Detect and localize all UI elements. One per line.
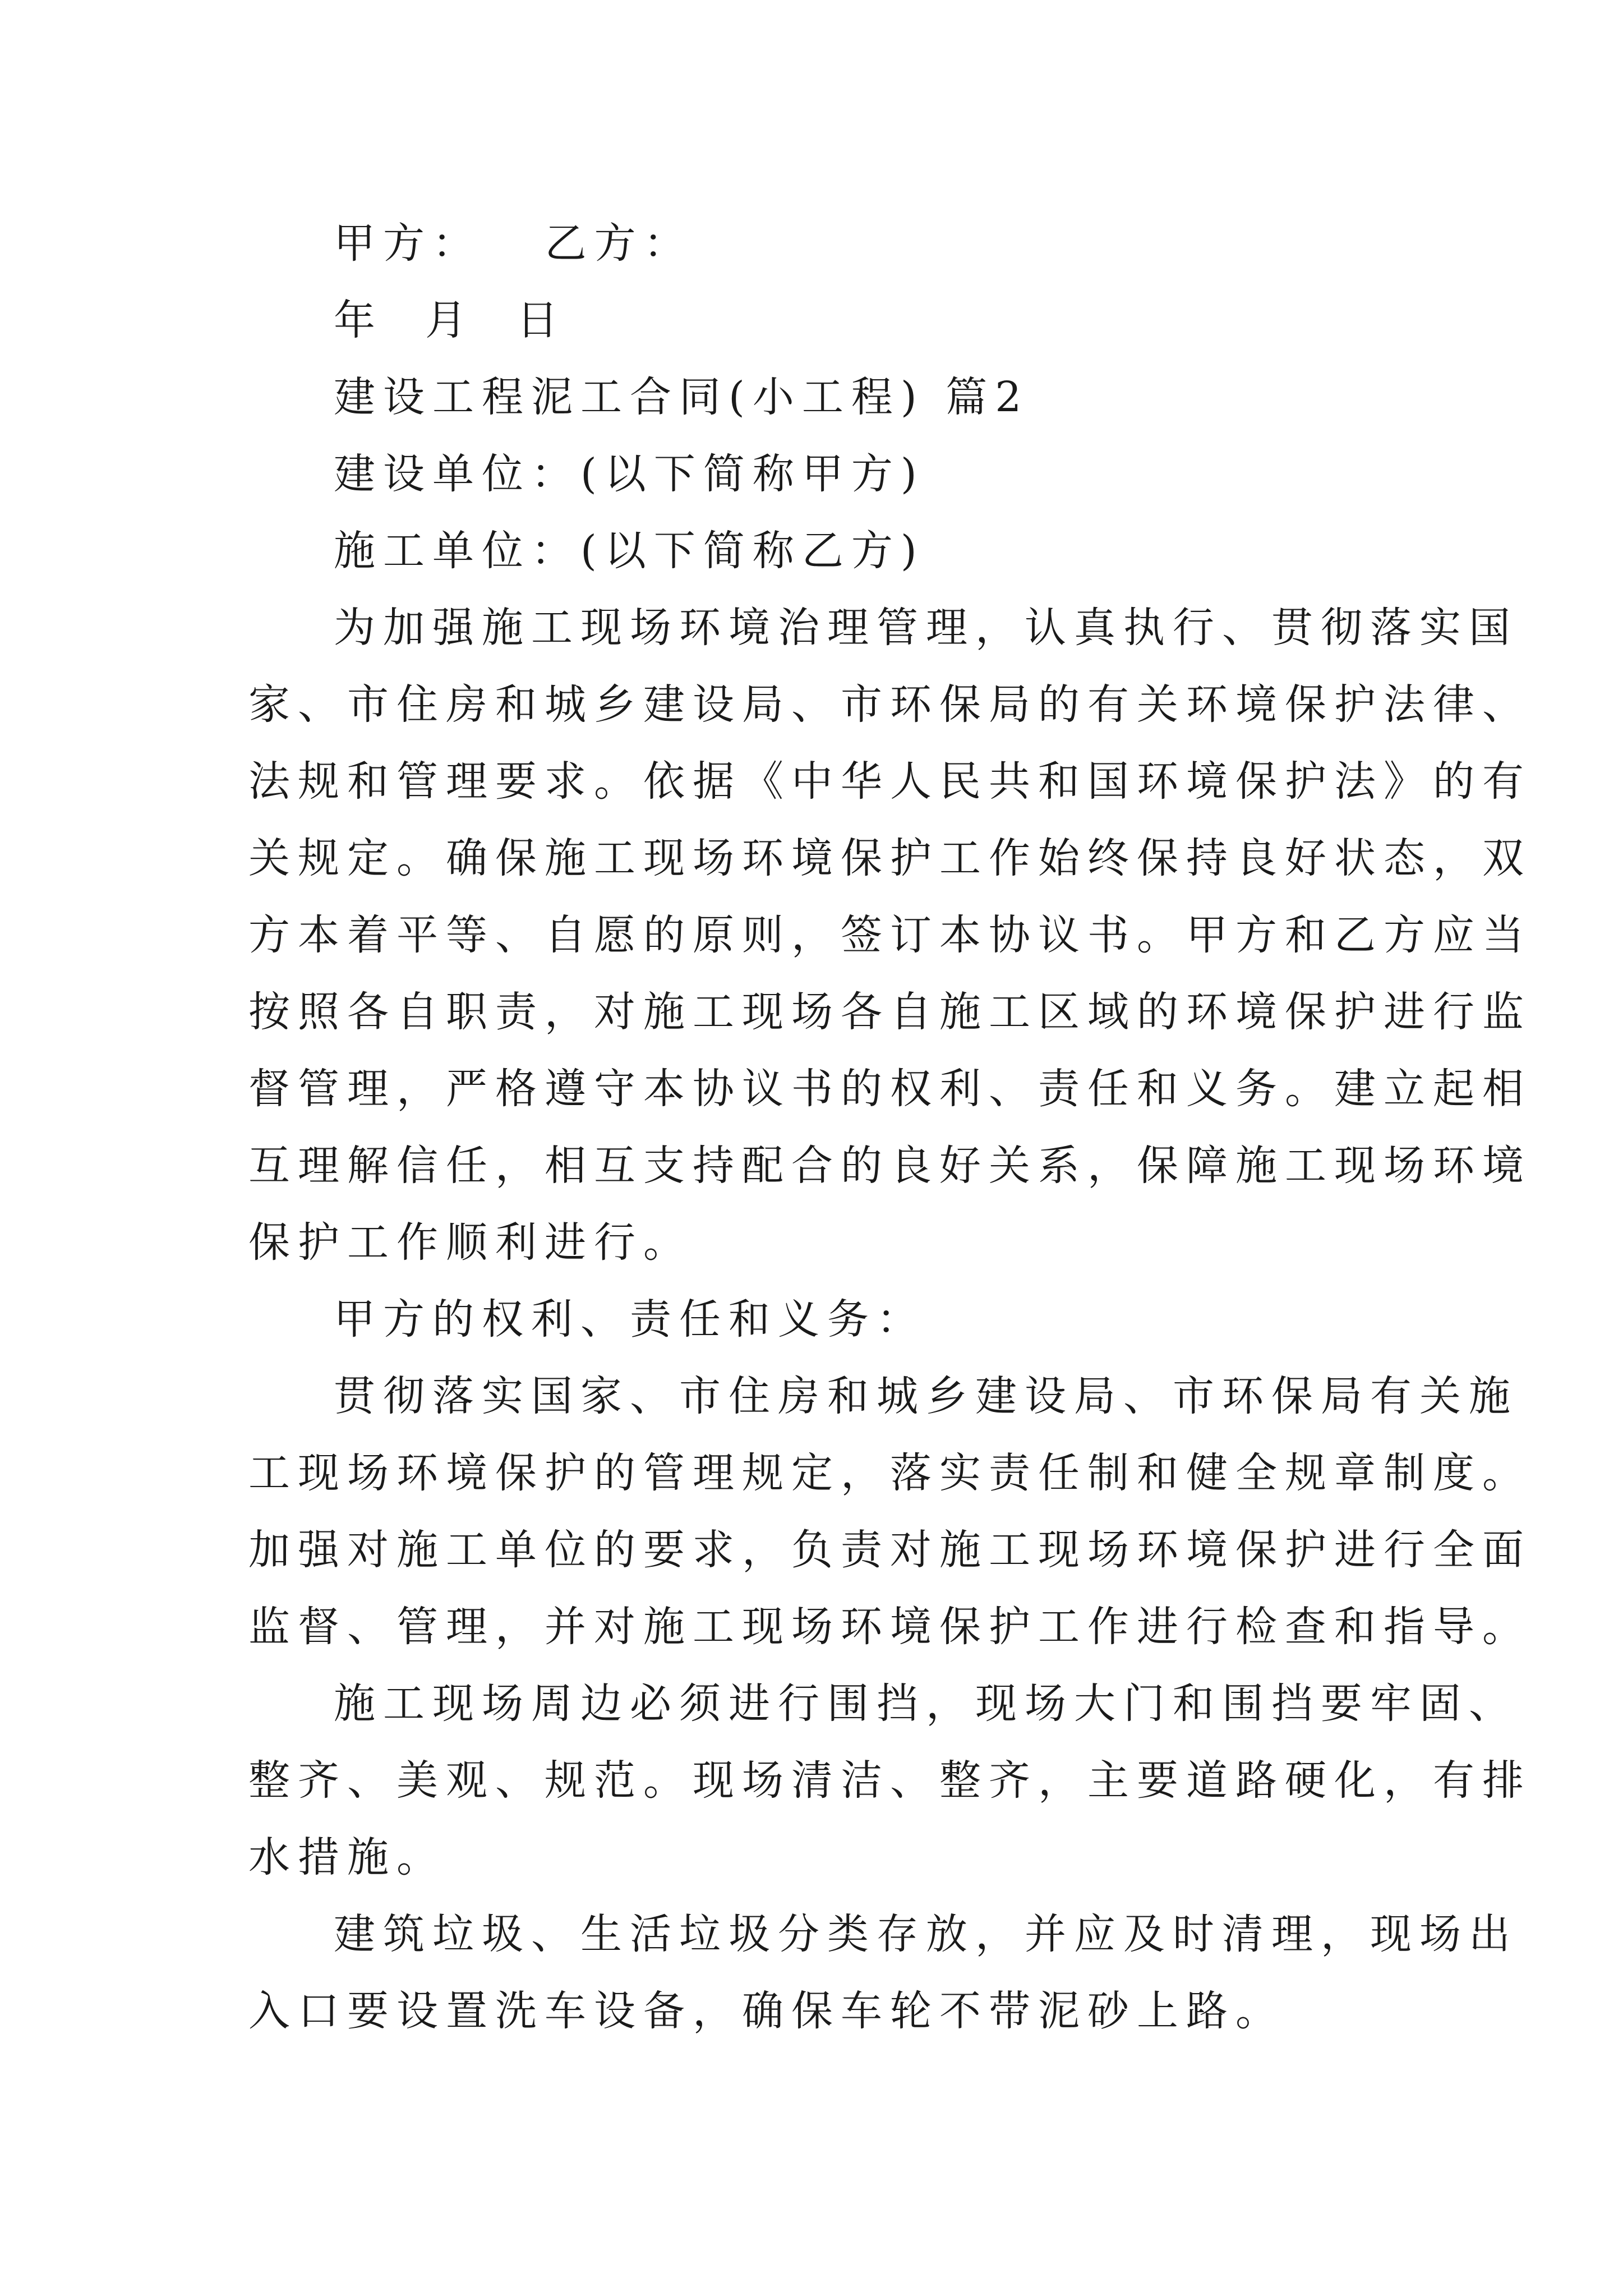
paragraph-line: 关规定。确保施工现场环境保护工作始终保持良好状态，双: [248, 834, 1532, 882]
paragraph-line: 监督、管理，并对施工现场环境保护工作进行检查和指导。: [248, 1603, 1532, 1651]
paragraph-line: 家、市住房和城乡建设局、市环保局的有关环境保护法律、: [248, 680, 1532, 729]
document-title: 建设工程泥工合同(小工程) 篇2: [334, 373, 1030, 421]
paragraph-line: 贯彻落实国家、市住房和城乡建设局、市环保局有关施: [334, 1372, 1518, 1420]
signature-date: 年 月 日: [334, 296, 566, 344]
paragraph-line: 加强对施工单位的要求，负责对施工现场环境保护进行全面: [248, 1526, 1532, 1574]
paragraph-line: 方本着平等、自愿的原则，签订本协议书。甲方和乙方应当: [248, 911, 1532, 959]
paragraph-line: 法规和管理要求。依据《中华人民共和国环境保护法》的有: [248, 757, 1532, 806]
paragraph-line: 保护工作顺利进行。: [248, 1218, 693, 1267]
contractor-unit-line: 施工单位：(以下简称乙方): [334, 527, 925, 575]
section-heading: 甲方的权利、责任和义务：: [334, 1295, 926, 1343]
paragraph-line: 按照各自职责，对施工现场各自施工区域的环境保护进行监: [248, 988, 1532, 1036]
paragraph-line: 为加强施工现场环境治理管理，认真执行、贯彻落实国: [334, 604, 1518, 652]
party-b-label: 乙方：: [545, 219, 693, 268]
paragraph-line: 互理解信任，相互支持配合的良好关系，保障施工现场环境: [248, 1142, 1532, 1190]
party-a-label: 甲方：: [334, 219, 482, 268]
builder-unit-line: 建设单位：(以下简称甲方): [334, 450, 925, 498]
paragraph-line: 水措施。: [248, 1833, 446, 1881]
paragraph-line: 施工现场周边必须进行围挡，现场大门和围挡要牢固、: [334, 1680, 1518, 1728]
signature-line: [334, 219, 693, 268]
paragraph-line: 督管理，严格遵守本协议书的权利、责任和义务。建立起相: [248, 1065, 1532, 1113]
paragraph-line: 整齐、美观、规范。现场清洁、整齐，主要道路硬化，有排: [248, 1756, 1532, 1805]
paragraph-line: 入口要设置洗车设备，确保车轮不带泥砂上路。: [248, 1987, 1285, 2035]
paragraph-line: 建筑垃圾、生活垃圾分类存放，并应及时清理，现场出: [334, 1910, 1518, 1958]
paragraph-line: 工现场环境保护的管理规定，落实责任制和健全规章制度。: [248, 1449, 1532, 1497]
